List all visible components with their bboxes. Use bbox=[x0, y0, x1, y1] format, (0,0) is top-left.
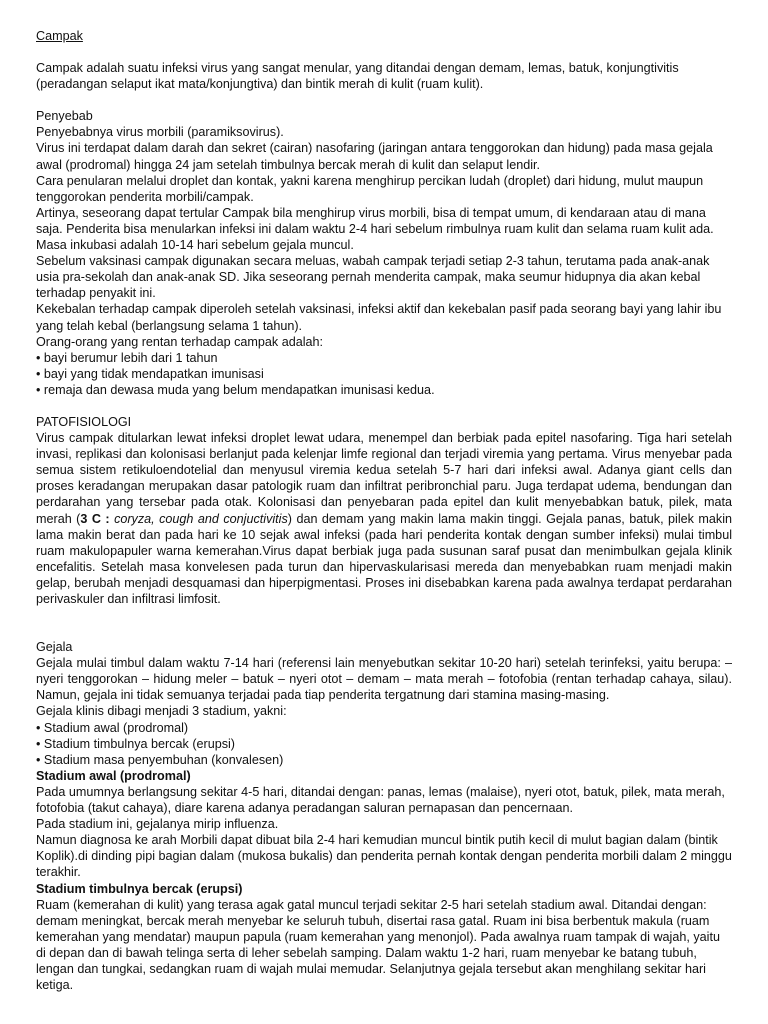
list-item: • Stadium timbulnya bercak (erupsi) bbox=[36, 736, 732, 752]
penyebab-paragraph: Sebelum vaksinasi campak digunakan secara meluas, wabah campak terjadi setiap 2-3 tahun, terutama pada anak-anak usia pra-sekolah dan anak-anak SD. Jika seseorang pernah menderita campak, maka seumur hidupnya dia akan kebal terhadap penyakit ini. bbox=[36, 254, 710, 301]
rentan-list bbox=[36, 350, 732, 398]
stadium-list bbox=[36, 720, 732, 768]
patofisiologi-text: ) dan demam yang makin lama makin tinggi. Gejala panas, batuk, pilek makin lama makin berat dan pada hari ke 10 sejak awal infeksi (pada hari penderita kontak dengan sumber infeksi) mulai timbul ruam makulopapuler warna kemerahan.Virus dapat berbiak juga pada susunan saraf pusat dan menimbulkan gejala klinik encefalitis. Setelah masa konvelesen pada turun dan hipervaskularisasi mereda dan menyebabkan ruam menjadi makin gelap, berubah menjadi desquamasi dan hiperpigmentasi. Proses ini disebabkan karena pada awalnya terdapat perdarahan perivaskuler dan infiltrasi limfosit. bbox=[36, 511, 732, 606]
list-item: • bayi berumur lebih dari 1 tahun bbox=[36, 350, 732, 366]
document-title: Campak bbox=[36, 29, 83, 43]
stadium-awal-paragraph: Pada umumnya berlangsung sekitar 4-5 hari, ditandai dengan: panas, lemas (malaise), nyeri otot, batuk, pilek, mata merah, fotofobia (takut cahaya), diare karena adanya peradangan saluran pernapasan dan pencernaan. bbox=[36, 784, 725, 816]
stadium-awal-paragraph: Namun diagnosa ke arah Morbili dapat dibuat bila 2-4 hari kemudian muncul bintik putih kecil di mulut bagian dalam (bintik Koplik).di dinding pipi bagian dalam (mukosa bukalis) dan penderita pernah kontak dengan penderita morbili dalam 2 minggu terakhir. bbox=[36, 833, 732, 880]
document-page bbox=[36, 28, 732, 993]
stadium-awal-heading: Stadium awal (prodromal) bbox=[36, 768, 191, 783]
spacer bbox=[36, 398, 732, 414]
list-item: • Stadium awal (prodromal) bbox=[36, 720, 732, 736]
patofisiologi-heading: PATOFISIOLOGI bbox=[36, 414, 132, 429]
penyebab-paragraph: Orang-orang yang rentan terhadap campak adalah: bbox=[36, 334, 324, 349]
stadium-awal-paragraph: Pada stadium ini, gejalanya mirip influenza. bbox=[36, 817, 279, 832]
gejala-paragraph: Gejala klinis dibagi menjadi 3 stadium, yakni: bbox=[36, 704, 287, 719]
gejala-heading: Gejala bbox=[36, 640, 73, 655]
penyebab-heading: Penyebab bbox=[36, 109, 93, 124]
spacer bbox=[36, 44, 732, 60]
stadium-erupsi-paragraph: Ruam (kemerahan di kulit) yang terasa agak gatal muncul terjadi sekitar 2-5 hari setelah stadium awal. Ditandai dengan: demam meningkat, bercak merah menyebar ke seluruh tubuh, disertai rasa gatal. Ruam ini bisa berbentuk makula (ruam kemerahan yang mendatar) maupun papula (ruam kemerahan yang menonjol). Pada awalnya ruam tampak di wajah, yaitu di depan dan di bawah telinga serta di leher sebelah samping. Dalam waktu 1-2 hari, ruam menyebar ke batang tubuh, lengan dan tungkai, sedangkan ruam di wajah mulai memudar. Selanjutnya gejala tersebut akan menghilang sekitar hari ketiga. bbox=[36, 897, 720, 993]
gejala-paragraph: Gejala mulai timbul dalam waktu 7-14 hari (referensi lain menyebutkan sekitar 10-20 hari) setelah terinfeksi, yaitu berupa: – nyeri tenggorokan – hidung meler – batuk – nyeri otot – demam – mata merah – fotofobia (rentan terhadap cahaya, silau). Namun, gejala ini tidak semuanya terjadai pada tiap penderita tergatnung dari stamina masing-masing. bbox=[36, 656, 732, 703]
list-item: • bayi yang tidak mendapatkan imunisasi bbox=[36, 366, 732, 382]
spacer bbox=[36, 92, 732, 108]
list-item: • remaja dan dewasa muda yang belum mendapatkan imunisasi kedua. bbox=[36, 382, 732, 398]
penyebab-paragraph: Penyebabnya virus morbili (paramiksovirus). bbox=[36, 125, 284, 140]
spacer bbox=[36, 607, 732, 639]
three-c-terms: coryza, cough and conjuctivitis bbox=[114, 511, 288, 526]
list-item: • Stadium masa penyembuhan (konvalesen) bbox=[36, 752, 732, 768]
intro-paragraph: Campak adalah suatu infeksi virus yang sangat menular, yang ditandai dengan demam, lemas, batuk, konjungtivitis (peradangan selaput ikat mata/konjungtiva) dan bintik merah di kulit (ruam kulit). bbox=[36, 61, 679, 92]
three-c-label: 3 C : bbox=[80, 511, 110, 526]
patofisiologi-paragraph bbox=[36, 430, 732, 607]
stadium-erupsi-heading: Stadium timbulnya bercak (erupsi) bbox=[36, 881, 243, 896]
patofisiologi-text: Virus campak ditularkan lewat infeksi droplet lewat udara, menempel dan berbiak pada epitel nasofaring. Tiga hari setelah invasi, replikasi dan kolonisasi berlanjut pada kelenjar limfe regional dan terjadi viremia yang pertama. Virus menyebar pada semua sistem retikuloendotelial dan menyusul viremia kedua setelah 5-7 hari dari infeksi awal. Adanya giant cells dan proses keradangan merupakan dasar patologik ruam dan infiltrat peribronchial paru. Juga terdapat udema, bendungan dan perdarahan yang tersebar pada otak. Kolonisasi dan penyebaran pada epitel dan kulit menyebabkan batuk, pilek, mata merah ( bbox=[36, 431, 732, 526]
penyebab-paragraph: Kekebalan terhadap campak diperoleh setelah vaksinasi, infeksi aktif dan kekebalan pasif pada seorang bayi yang lahir ibu yang telah kebal (berlangsung selama 1 tahun). bbox=[36, 302, 722, 333]
penyebab-paragraph: Cara penularan melalui droplet dan kontak, yakni karena menghirup percikan ludah (droplet) dari hidung, mulut maupun tenggorokan penderita morbili/campak. bbox=[36, 173, 704, 204]
penyebab-paragraph: Artinya, seseorang dapat tertular Campak bila menghirup virus morbili, bisa di tempat umum, di kendaraan atau di mana saja. Penderita bisa menularkan infeksi ini dalam waktu 2-4 hari sebelum rimbulnya ruam kulit dan selama ruam kulit ada. Masa inkubasi adalah 10-14 hari sebelum gejala muncul. bbox=[36, 205, 714, 253]
penyebab-paragraph: Virus ini terdapat dalam darah dan sekret (cairan) nasofaring (jaringan antara tenggorokan dan hidung) pada masa gejala awal (prodromal) hingga 24 jam setelah timbulnya bercak merah di kulit dan selaput lendir. bbox=[36, 141, 713, 172]
